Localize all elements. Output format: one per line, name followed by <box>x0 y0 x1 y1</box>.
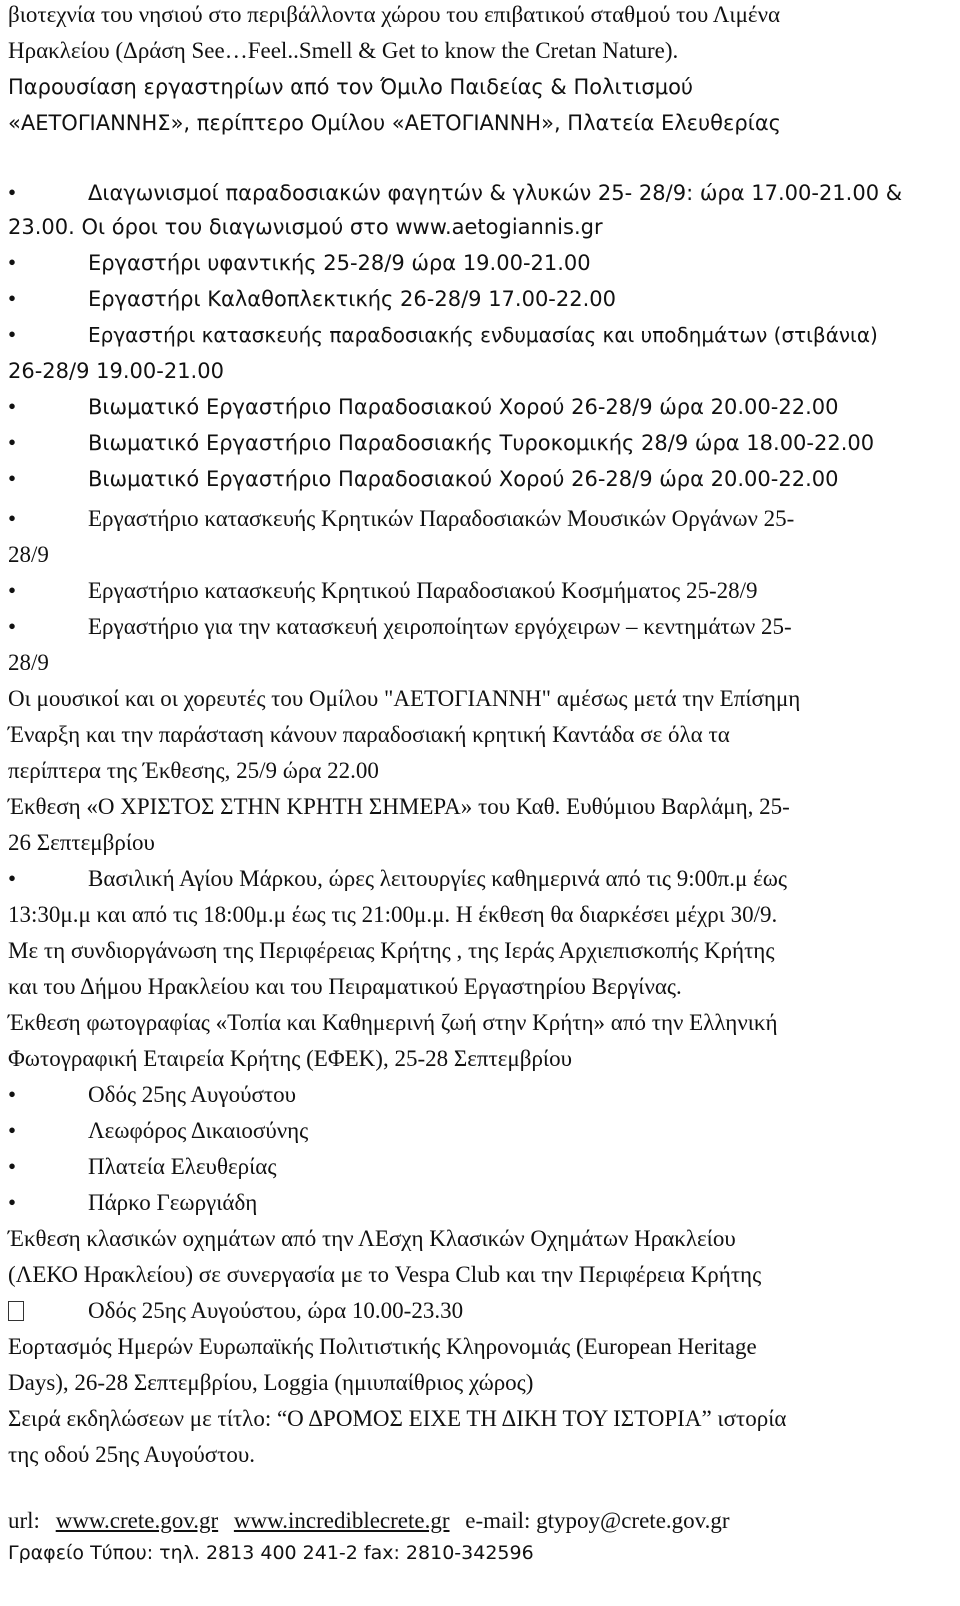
intro-line-2: Ηρακλείου (Δράση See…Feel..Smell & Get to know the Cretan Nature). <box>8 38 679 63</box>
footer-links-row <box>8 1506 730 1536</box>
bullet: • <box>8 1082 17 1107</box>
bullet: • <box>8 1154 17 1179</box>
basilica-item: Βασιλική Αγίου Μάρκου, ώρες λειτουργίες καθημερινά από τις 9:00π.μ έως <box>88 866 787 891</box>
bullet: • <box>8 506 17 531</box>
coorg-line-1: Με τη συνδιοργάνωση της Περιφέρειας Κρήτης , της Ιεράς Αρχιεπισκοπής Κρήτης <box>8 938 775 963</box>
checkbox-glyph-icon <box>8 1301 24 1321</box>
workshop-item-5: Βιωματικό Εργαστήριο Παραδοσιακού Χορού 26-28/9 ώρα 20.00-22.00 <box>88 395 839 419</box>
classic-cars-line-2: (ΛΕΚΟ Ηρακλείου) σε συνεργασία με το Vespa Club και την Περιφέρεια Κρήτης <box>8 1262 762 1287</box>
classic-cars-item: Οδός 25ης Αυγούστου, ώρα 10.00-23.30 <box>88 1298 464 1323</box>
workshop-item-6: Βιωματικό Εργαστήριο Παραδοσιακής Τυροκομικής 28/9 ώρα 18.00-22.00 <box>88 431 875 455</box>
location-item-3: Πλατεία Ελευθερίας <box>88 1154 277 1179</box>
heritage-line-4: της οδού 25ης Αυγούστου. <box>8 1442 256 1467</box>
bullet: • <box>8 394 17 419</box>
classic-cars-line-1: Έκθεση κλασικών οχημάτων από την ΛΕσχη Κλασικών Οχημάτων Ηρακλείου <box>8 1226 736 1251</box>
photo-exhibition-line-1: Έκθεση φωτογραφίας «Τοπία και Καθημερινή ζωή στην Κρήτη» από την Ελληνική <box>8 1010 778 1035</box>
bullet: • <box>8 1190 17 1215</box>
christ-exhibition-line-1: Έκθεση «Ο ΧΡΙΣΤΟΣ ΣΤΗΝ ΚΡΗΤΗ ΣΗΜΕΡΑ» του Καθ. Ευθύμιου Βαρλάμη, 25- <box>8 794 790 819</box>
classic-cars-item-row <box>8 1296 24 1326</box>
workshop-item-2: Εργαστήρι υφαντικής 25-28/9 ώρα 19.00-21.00 <box>88 251 591 275</box>
bullet: • <box>8 1118 17 1143</box>
bullet: • <box>8 578 17 603</box>
url-label: url: <box>8 1508 40 1533</box>
incrediblecrete-link[interactable]: www.incrediblecrete.gr <box>233 1508 450 1533</box>
musicians-line-3: περίπτερα της Έκθεσης, 25/9 ώρα 22.00 <box>8 758 379 783</box>
email-text[interactable]: e-mail: gtypoy@crete.gov.gr <box>465 1508 730 1533</box>
heritage-line-2: Days), 26-28 Σεπτεμβρίου, Loggia (ημιυπαίθριος χώρος) <box>8 1370 534 1395</box>
christ-exhibition-line-2: 26 Σεπτεμβρίου <box>8 830 155 855</box>
workshop-item-1: Διαγωνισμοί παραδοσιακών φαγητών & γλυκών 25- 28/9: ώρα 17.00-21.00 & <box>88 181 903 205</box>
basilica-item-cont: 13:30μ.μ και από τις 18:00μ.μ έως τις 21:00μ.μ. Η έκθεση θα διαρκέσει μέχρι 30/9. <box>8 902 778 927</box>
crete-gov-link[interactable]: www.crete.gov.gr <box>55 1508 219 1533</box>
heritage-line-3: Σειρά εκδηλώσεων με τίτλο: “Ο ΔΡΟΜΟΣ ΕΙΧΕ ΤΗ ΔΙΚΗ ΤΟΥ ΙΣΤΟΡΙΑ” ιστορία <box>8 1406 787 1431</box>
musicians-line-1: Οι μουσικοί και οι χορευτές του Ομίλου "ΑΕΤΟΓΙΑΝΝΗ" αμέσως μετά την Επίσημη <box>8 686 801 711</box>
bullet: • <box>8 466 17 491</box>
bullet: • <box>8 250 17 275</box>
workshop-item-9: Εργαστήριο κατασκευής Κρητικού Παραδοσιακού Κοσμήματος 25-28/9 <box>88 578 758 603</box>
intro-line-1: βιοτεχνία του νησιού στο περιβάλλοντα χώρου του επιβατικού σταθμού του Λιμένα <box>8 2 781 27</box>
intro-line-4: «ΑΕΤΟΓΙΑΝΝΗΣ», περίπτερο Ομίλου «ΑΕΤΟΓΙΑΝΝΗ», Πλατεία Ελευθερίας <box>8 111 781 135</box>
bullet: • <box>8 614 17 639</box>
press-office-line: Γραφείο Τύπου: τηλ. 2813 400 241-2 fax: 2810-342596 <box>8 1542 534 1564</box>
workshop-item-4: Εργαστήρι κατασκευής παραδοσιακής ενδυμασίας και υποδημάτων (στιβάνια) <box>88 323 878 347</box>
location-item-4: Πάρκο Γεωργιάδη <box>88 1190 258 1215</box>
heritage-line-1: Εορτασμός Ημερών Ευρωπαϊκής Πολιτιστικής Κληρονομιάς (European Heritage <box>8 1334 757 1359</box>
location-item-2: Λεωφόρος Δικαιοσύνης <box>88 1118 309 1143</box>
bullet: • <box>8 866 17 891</box>
workshop-item-3: Εργαστήρι Καλαθοπλεκτικής 26-28/9 17.00-22.00 <box>88 287 617 311</box>
bullet: • <box>8 180 17 205</box>
workshop-item-8-cont: 28/9 <box>8 542 49 567</box>
bullet: • <box>8 322 17 347</box>
coorg-line-2: και του Δήμου Ηρακλείου και του Πειραματικού Εργαστηρίου Βεργίνας. <box>8 974 682 999</box>
bullet: • <box>8 430 17 455</box>
workshop-item-7: Βιωματικό Εργαστήριο Παραδοσιακού Χορού 26-28/9 ώρα 20.00-22.00 <box>88 467 839 491</box>
workshop-item-10-cont: 28/9 <box>8 650 49 675</box>
workshop-item-8: Εργαστήριο κατασκευής Κρητικών Παραδοσιακών Μουσικών Οργάνων 25- <box>88 506 795 531</box>
bullet: • <box>8 286 17 311</box>
workshop-item-1-cont: 23.00. Οι όροι του διαγωνισμού στο www.aetogiannis.gr <box>8 215 603 239</box>
workshop-item-10: Εργαστήριο για την κατασκευή χειροποίητων εργόχειρων – κεντημάτων 25- <box>88 614 792 639</box>
intro-line-3: Παρουσίαση εργαστηρίων από τον Όμιλο Παιδείας & Πολιτισμού <box>8 75 694 99</box>
musicians-line-2: Έναρξη και την παράσταση κάνουν παραδοσιακή κρητική Καντάδα σε όλα τα <box>8 722 730 747</box>
photo-exhibition-line-2: Φωτογραφική Εταιρεία Κρήτης (ΕΦΕΚ), 25-28 Σεπτεμβρίου <box>8 1046 573 1071</box>
location-item-1: Οδός 25ης Αυγούστου <box>88 1082 296 1107</box>
workshop-item-4-cont: 26-28/9 19.00-21.00 <box>8 359 224 383</box>
